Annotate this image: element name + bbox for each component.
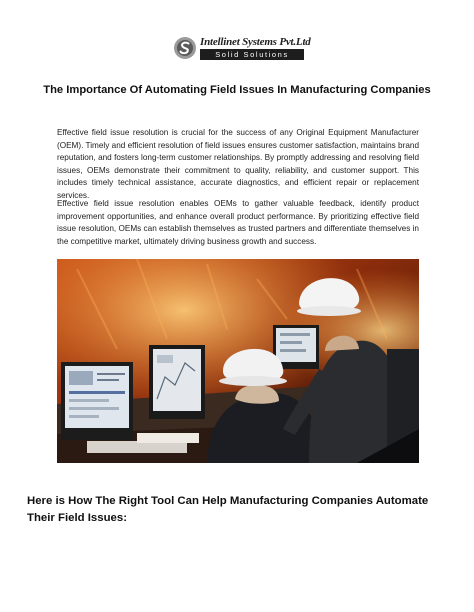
logo-company-name: Intellinet Systems Pvt.Ltd (200, 36, 311, 48)
logo-tagline: Solid Solutions (200, 49, 304, 60)
paragraph-2: Effective field issue resolution enables OEMs to gather valuable feedback, identify product improvement opportunities, and enhance overall product performance. By prioritizing effective field issue resolution, OEMs can establish themselves as trusted partners and differentiate themselves in the competitive market, ultimately driving business growth and success. (57, 199, 419, 246)
factory-control-room-photo (57, 259, 419, 463)
photo-illustration (57, 259, 419, 463)
section-heading: Here is How The Right Tool Can Help Manufacturing Companies Automate Their Field Issues: (27, 495, 429, 524)
document-title: The Importance Of Automating Field Issues In Manufacturing Companies (43, 84, 431, 96)
paragraph-1: Effective field issue resolution is crucial for the success of any Original Equipment Manufacturer (OEM). Timely and efficient resolution of field issues ensures customer satisfaction, maintains brand reputation, and fosters long-term customer relationships. By promptly addressing and resolving field issues, OEMs demonstrate their commitment to quality, reliability, and customer support. This includes timely technical assistance, accurate diagnostics, and efficient repair or replacement services. (57, 128, 419, 200)
logo-emblem-icon (172, 35, 198, 61)
company-logo (172, 34, 311, 62)
